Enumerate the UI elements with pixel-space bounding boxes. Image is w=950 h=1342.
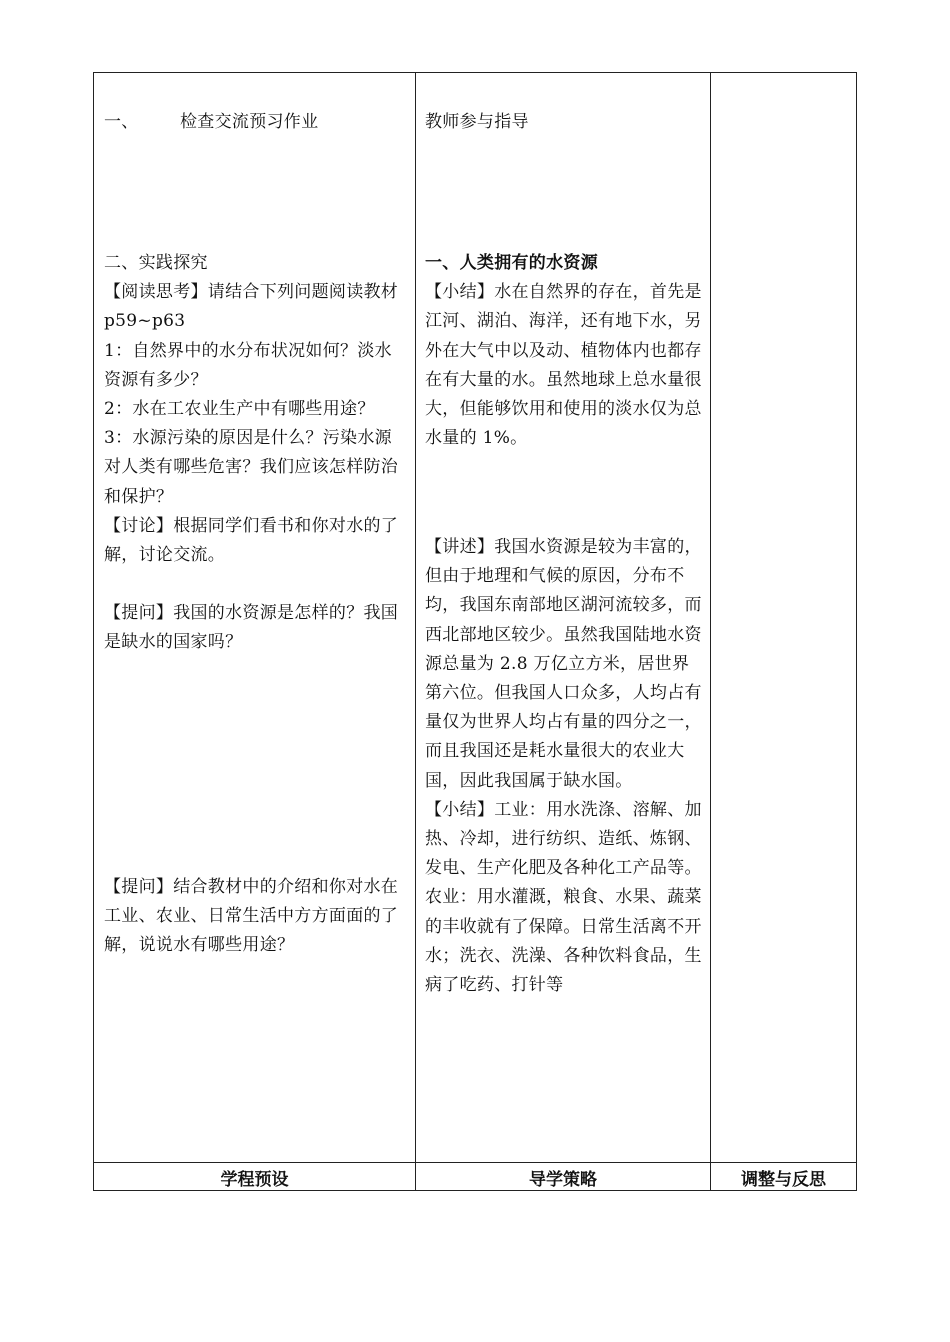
col1-ask-uses [104,873,409,961]
ask-question-2: 【提问】结合教材中的介绍和你对水在工业、农业、日常生活中方方面面的了解，说说水有哪些用途？ [104,877,399,956]
question-1: 1：自然界中的水分布状况如何？淡水资源有多少？ [104,340,392,390]
col1-practice [104,249,409,658]
footer-adjust-reflect: 调整与反思 [741,1169,826,1190]
footer-guide-strategy: 导学策略 [529,1169,597,1190]
summary-1: 【小结】水在自然界的存在，首先是江河、湖泊、海洋，还有地下水，另外在大气中以及动、植物体内也都存在有大量的水。虽然地球上总水量很大，但能够饮用和使用的淡水仅为总水量的 1%。 [425,282,702,449]
question-2: 2：水在工农业生产中有哪些用途？ [104,399,375,420]
col1-item1 [104,108,409,137]
col2-teacher-guide [425,108,703,137]
col2-water-resources [425,249,703,453]
narration: 【讲述】我国水资源是较为丰富的，但由于地理和气候的原因，分布不均，我国东南部地区湖河流较多，而西北部地区较少。虽然我国陆地水资源总量为 2.8 万亿立方米，居世界第六位。但我国人口众多，人均占有量仅为世界人均占有量的四分之一，而且我国还是耗水量很大的农业大国，因此我国属于缺水国。 [425,537,702,791]
section2-title: 二、实践探究 [104,253,208,273]
item1-number: 一、 [104,112,139,132]
item1-text: 检查交流预习作业 [180,112,319,132]
teacher-guide: 教师参与指导 [425,112,529,132]
discussion: 【讨论】根据同学们看书和你对水的了解，讨论交流。 [104,515,399,566]
column-divider [415,73,416,1190]
ask-question-1: 【提问】我国的水资源是怎样的？我国是缺水的国家吗？ [104,603,399,653]
lesson-plan-table [93,72,857,1191]
question-3: 3：水源污染的原因是什么？污染水源对人类有哪些危害？我们应该怎样防治和保护？ [104,428,399,507]
read-prompt: 【阅读思考】请结合下列问题阅读教材 p59~p63 [104,282,399,332]
footer-learning-process: 学程预设 [220,1169,289,1190]
summary-2: 【小结】工业：用水洗涤、溶解、加热、冷却，进行纺织、造纸、炼钢、发电、生产化肥及各种化工产品等。农业：用水灌溉，粮食、水果、蔬菜的丰收就有了保障。日常生活离不开水；洗衣、洗澡、各种饮料食品，生病了吃药、打针等 [425,799,702,996]
col2-narration [425,533,703,1000]
section-heading: 一、人类拥有的水资源 [425,253,598,273]
column-divider [710,73,711,1190]
